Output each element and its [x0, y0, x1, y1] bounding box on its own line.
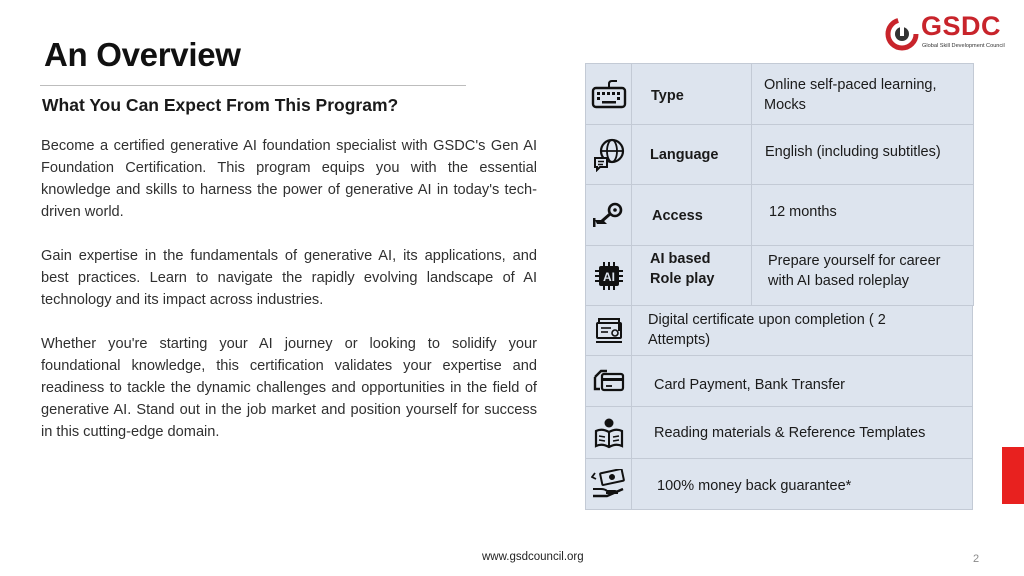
page-number: 2: [973, 553, 980, 565]
table-row-type-label-cell: [631, 63, 752, 125]
table-row-type-icon-cell: [585, 63, 632, 125]
feature-moneyback-icon-cell: [585, 458, 632, 510]
page-title: An Overview: [44, 36, 241, 73]
money-back-icon: [591, 469, 627, 499]
roleplay-label: AI based Role play: [650, 251, 715, 287]
type-value: Online self-paced learning, Mocks: [764, 77, 937, 113]
expertise-paragraph: Gain expertise in the fundamentals of generative AI, its applications, and best practices. Learn to navigate the rapidly evolving landscape of AI technology and its impact across industries.: [41, 248, 537, 308]
title-divider: [40, 85, 466, 86]
feature-payment-cell: [631, 355, 973, 407]
table-row-access-value-cell: [751, 184, 974, 246]
table-row-type-value-cell: [751, 63, 974, 125]
certificate-icon: [595, 317, 623, 345]
table-row-language-label-cell: [631, 124, 752, 185]
table-row-access-icon-cell: [585, 184, 632, 246]
page-subtitle: What You Can Expect From This Program?: [42, 95, 399, 115]
card-payment-icon: [593, 367, 625, 395]
table-row-roleplay-label-cell: [631, 245, 752, 306]
gsdc-logo-icon: [885, 17, 919, 51]
svg-text:AI: AI: [602, 269, 615, 284]
keyboard-icon: [591, 79, 627, 109]
logo-text: GSDC: [921, 11, 1002, 41]
key-access-icon: [593, 202, 625, 228]
intro-paragraph: Become a certified generative AI foundation specialist with GSDC's Gen AI Foundation Certification. This program equips you with the essential knowledge and skills to harness the power of generative AI in today's tech-driven world.: [41, 138, 537, 220]
gsdc-logo: [885, 11, 1010, 55]
payment-text: Card Payment, Bank Transfer: [654, 377, 845, 393]
reading-text: Reading materials & Reference Templates: [654, 425, 926, 441]
logo-subtitle: Global Skill Development Council: [922, 43, 1005, 49]
table-row-access-label-cell: [631, 184, 752, 246]
access-label: Access: [652, 208, 703, 224]
reading-book-icon: [594, 417, 624, 449]
feature-reading-icon-cell: [585, 406, 632, 459]
feature-payment-icon-cell: [585, 355, 632, 407]
table-row-language-value-cell: [751, 124, 974, 185]
feature-certificate-cell: [631, 305, 973, 356]
table-row-roleplay-icon-cell: [585, 245, 632, 306]
feature-certificate-icon-cell: [585, 305, 632, 356]
access-value: 12 months: [769, 204, 837, 220]
language-value: English (including subtitles): [765, 144, 941, 160]
footer-website: www.gsdcouncil.org: [482, 551, 584, 563]
table-row-roleplay-value-cell: [751, 245, 974, 306]
language-label: Language: [650, 147, 719, 163]
moneyback-text: 100% money back guarantee*: [657, 478, 852, 494]
feature-moneyback-cell: [631, 458, 973, 510]
globe-chat-icon: [592, 138, 626, 172]
type-label: Type: [651, 88, 684, 104]
journey-paragraph: Whether you're starting your AI journey or looking to solidify your foundational knowledge, this certification validates your expertise and readiness to tackle the dynamic challenges and opportunities in the field of generative AI. Stand out in the job market and position yourself for success in this cutting-edge domain.: [41, 336, 537, 440]
feature-reading-cell: [631, 406, 973, 459]
accent-bar: [1002, 447, 1024, 504]
table-row-language-icon-cell: [585, 124, 632, 185]
ai-chip-icon: [594, 261, 624, 291]
roleplay-value: Prepare yourself for career with AI based roleplay: [768, 253, 941, 289]
certificate-text: Digital certificate upon completion ( 2 Attempts): [648, 312, 886, 348]
